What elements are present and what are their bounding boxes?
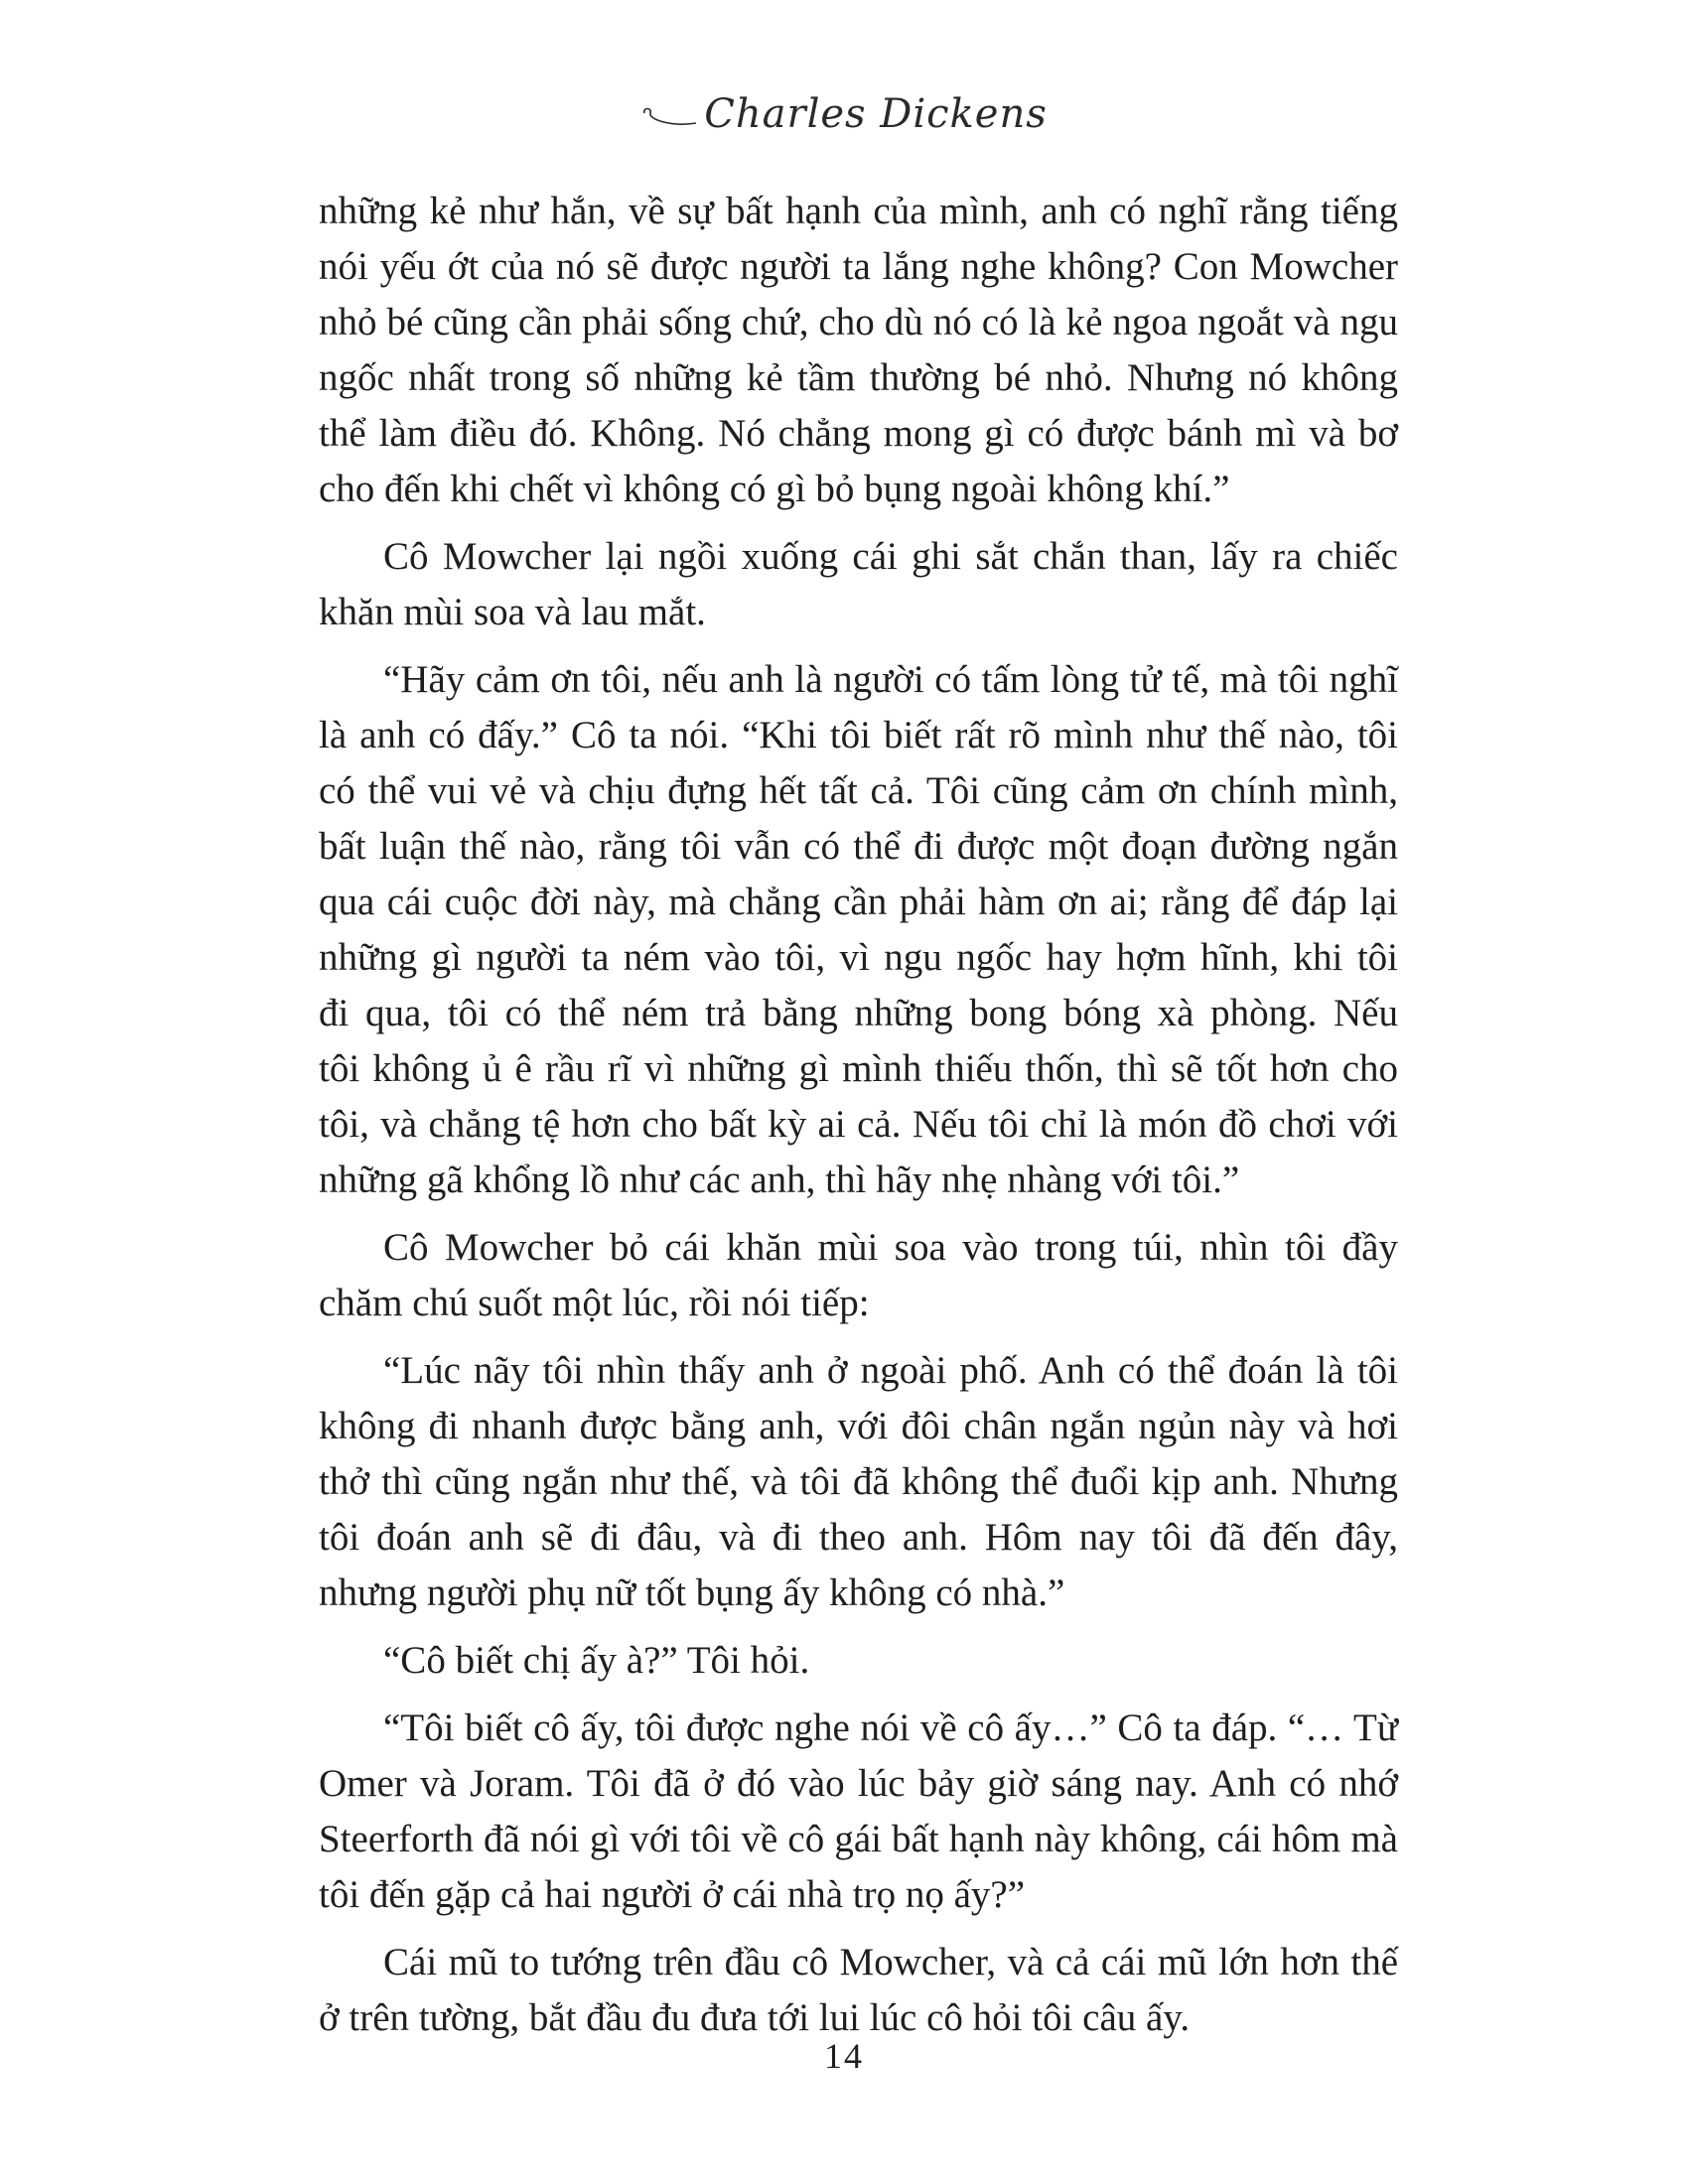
running-header: [0, 91, 1688, 137]
text-line: tôi đoán anh sẽ đi đâu, và đi theo anh. Hôm nay tôi đã đến đây,: [319, 1516, 1398, 1559]
text-line: Steerforth đã nói gì với tôi về cô gái bất hạnh này không, cái hôm mà: [319, 1818, 1398, 1860]
text-line: “Hãy cảm ơn tôi, nếu anh là người có tấm lòng tử tế, mà tôi nghĩ: [383, 658, 1398, 701]
text-line: tôi đến gặp cả hai người ở cái nhà trọ nọ ấy?”: [319, 1873, 1026, 1916]
text-line: “Lúc nãy tôi nhìn thấy anh ở ngoài phố. Anh có thể đoán là tôi: [383, 1349, 1398, 1392]
text-line: những gã khổng lồ như các anh, thì hãy nhẹ nhàng với tôi.”: [319, 1159, 1240, 1201]
paragraph: [319, 1935, 1398, 2046]
swash-ornament-icon: [640, 105, 700, 129]
paragraph: [319, 1343, 1398, 1621]
text-line: ngốc nhất trong số những kẻ tầm thường bé nhỏ. Nhưng nó không: [319, 356, 1398, 399]
text-line: bất luận thế nào, rằng tôi vẫn có thể đi được một đoạn đường ngắn: [319, 825, 1398, 868]
text-line: qua cái cuộc đời này, mà chẳng cần phải hàm ơn ai; rằng để đáp lại: [319, 881, 1398, 923]
text-line: nhỏ bé cũng cần phải sống chứ, cho dù nó có là kẻ ngoa ngoắt và ngu: [319, 301, 1398, 343]
text-line: Cô Mowcher lại ngồi xuống cái ghi sắt chắn than, lấy ra chiếc: [383, 535, 1398, 578]
text-line: những kẻ như hắn, về sự bất hạnh của mình, anh có nghĩ rằng tiếng: [319, 190, 1398, 232]
paragraph: [319, 652, 1398, 1208]
text-line: Cô Mowcher bỏ cái khăn mùi soa vào trong túi, nhìn tôi đầy: [383, 1226, 1398, 1269]
paragraph: [319, 184, 1398, 517]
paragraph: [319, 1701, 1398, 1923]
text-line: thở thì cũng ngắn như thế, và tôi đã không thể đuổi kịp anh. Nhưng: [319, 1460, 1398, 1503]
text-line: có thể vui vẻ và chịu đựng hết tất cả. Tôi cũng cảm ơn chính mình,: [319, 769, 1398, 812]
text-line: cho đến khi chết vì không có gì bỏ bụng ngoài không khí.”: [319, 468, 1230, 510]
text-line: chăm chú suốt một lúc, rồi nói tiếp:: [319, 1282, 870, 1324]
text-line: “Cô biết chị ấy à?” Tôi hỏi.: [383, 1639, 810, 1682]
paragraph: [319, 1220, 1398, 1331]
body-text: [319, 184, 1398, 2046]
page-number: 14: [824, 2036, 864, 2076]
text-line: tôi, và chẳng tệ hơn cho bất kỳ ai cả. Nếu tôi chỉ là món đồ chơi với: [319, 1103, 1398, 1146]
running-title: Charles Dickens: [704, 91, 1048, 137]
text-line: nhưng người phụ nữ tốt bụng ấy không có nhà.”: [319, 1571, 1065, 1614]
text-line: những gì người ta ném vào tôi, vì ngu ngốc hay hợm hĩnh, khi tôi: [319, 936, 1398, 979]
text-line: nói yếu ớt của nó sẽ được người ta lắng nghe không? Con Mowcher: [319, 245, 1398, 288]
text-line: Cái mũ to tướng trên đầu cô Mowcher, và cả cái mũ lớn hơn thế: [383, 1941, 1398, 1983]
text-line: không đi nhanh được bằng anh, với đôi chân ngắn ngủn này và hơi: [319, 1405, 1398, 1447]
text-line: thể làm điều đó. Không. Nó chẳng mong gì có được bánh mì và bơ: [319, 412, 1398, 455]
text-line: khăn mùi soa và lau mắt.: [319, 591, 706, 633]
text-line: tôi không ủ ê rầu rĩ vì những gì mình thiếu thốn, thì sẽ tốt hơn cho: [319, 1047, 1398, 1090]
text-line: ở trên tường, bắt đầu đu đưa tới lui lúc cô hỏi tôi câu ấy.: [319, 1996, 1191, 2039]
text-line: đi qua, tôi có thể ném trả bằng những bong bóng xà phòng. Nếu: [319, 992, 1398, 1034]
text-line: là anh có đấy.” Cô ta nói. “Khi tôi biết rất rõ mình như thế nào, tôi: [319, 714, 1398, 756]
paragraph: [319, 529, 1398, 640]
text-line: “Tôi biết cô ấy, tôi được nghe nói về cô ấy…” Cô ta đáp. “… Từ: [383, 1706, 1398, 1749]
paragraph: [319, 1633, 1398, 1689]
text-line: Omer và Joram. Tôi đã ở đó vào lúc bảy giờ sáng nay. Anh có nhớ: [319, 1762, 1398, 1805]
